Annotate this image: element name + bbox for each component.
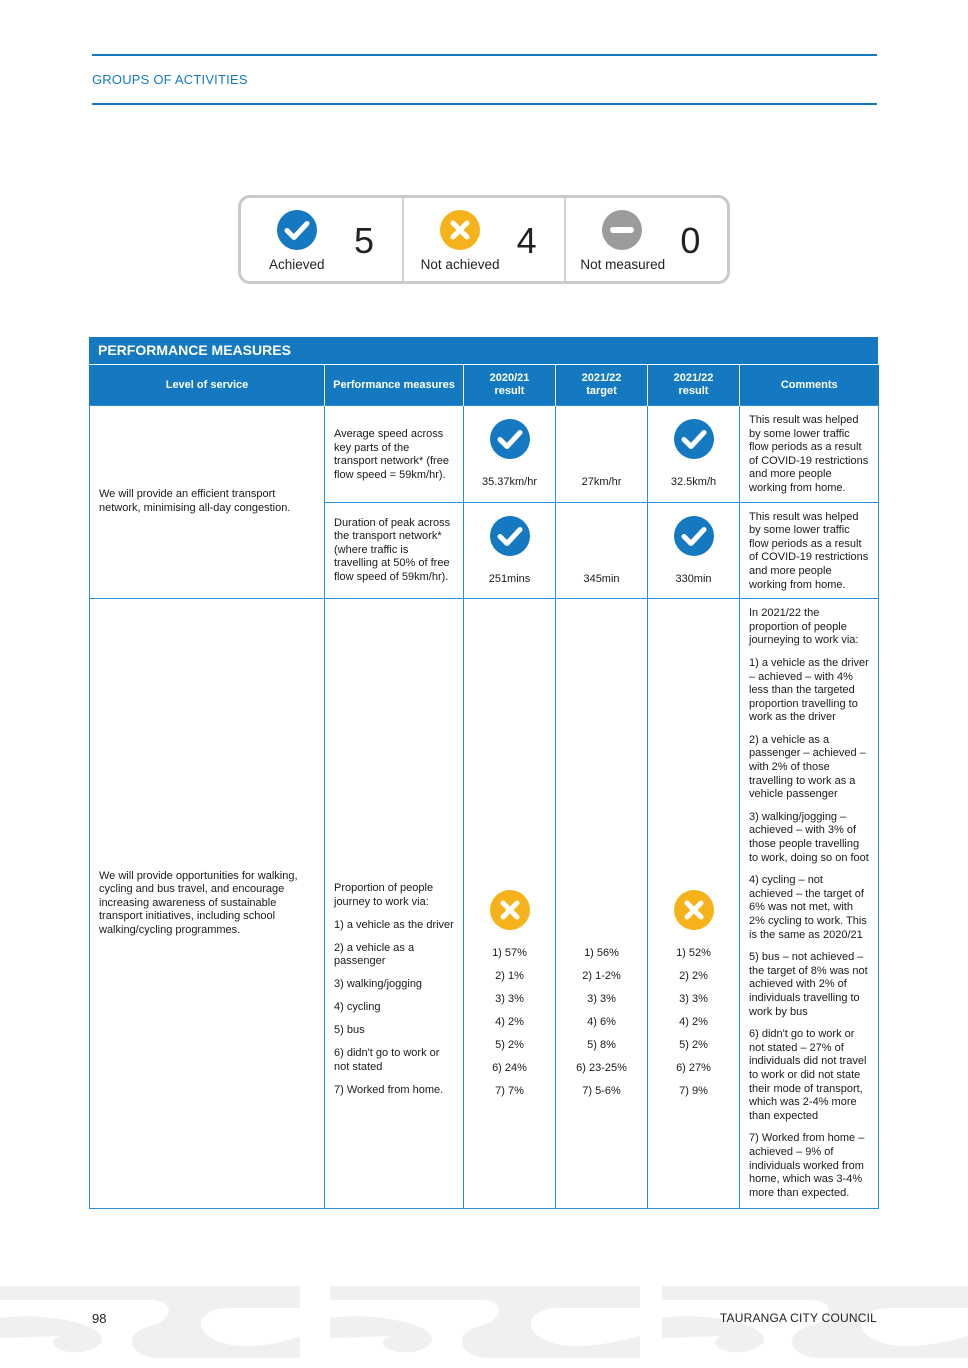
- check-circle-icon: [673, 418, 715, 460]
- header-result-2020: 2020/21 result: [464, 365, 556, 406]
- header-rule-top: [92, 54, 877, 56]
- list-item: 6) 24%: [492, 1061, 527, 1074]
- header-result-2021: 2021/22 result: [648, 365, 740, 406]
- result-2020-peak-duration: 251mins: [464, 502, 556, 599]
- list-item: 6) 23-25%: [576, 1061, 627, 1074]
- table-header-row: [90, 365, 879, 406]
- summary-not-achieved: [404, 198, 567, 281]
- organisation-name: TAURANGA CITY COUNCIL: [719, 1311, 877, 1325]
- measure-journey-to-work: [325, 599, 464, 1209]
- check-circle-icon: [489, 515, 531, 557]
- list-item: 2) a vehicle as a passenger: [334, 941, 415, 968]
- list-item: 3) 3%: [587, 992, 616, 1005]
- list-item: 7) 9%: [679, 1084, 708, 1097]
- comment-paragraph: 1) a vehicle as the driver – achieved – with 4% less than the targeted proportion travelling to work as the driver: [749, 656, 869, 724]
- header-performance-measures: Performance measures: [325, 365, 464, 406]
- not-measured-label: Not measured: [580, 257, 666, 272]
- table-title: PERFORMANCE MEASURES: [89, 337, 878, 365]
- result-2021-average-speed: 32.5km/h: [648, 406, 740, 503]
- list-item: 4) 6%: [587, 1015, 616, 1028]
- achieved-label: Achieved: [269, 257, 325, 272]
- summary-achieved: [241, 198, 404, 281]
- measure-peak-duration: Duration of peak across the transport network* (where traffic is travelling at 50% of free flow speed of 59km/hr).: [325, 502, 464, 599]
- comment-journey-to-work: [740, 599, 879, 1209]
- list-item: 6) didn't go to work or not stated: [334, 1047, 440, 1073]
- page-number: 98: [92, 1311, 107, 1326]
- check-circle-icon: [276, 209, 318, 251]
- cross-circle-icon: [489, 889, 531, 931]
- list-item: 1) 57%: [492, 946, 527, 959]
- header-comments: Comments: [740, 365, 879, 406]
- cross-circle-icon: [673, 889, 715, 931]
- result-2021-journey: [648, 599, 740, 1209]
- table-row: [90, 599, 879, 1209]
- list-item: 3) 3%: [495, 992, 524, 1005]
- measure-average-speed: Average speed across key parts of the transport network* (free flow speed = 59km/hr).: [325, 406, 464, 503]
- not-achieved-count: 4: [516, 220, 537, 261]
- list-item: 4) cycling: [334, 1001, 381, 1014]
- comment-paragraph: 5) bus – not achieved – the target of 8% was not achieved with 2% of individuals travelling to work by bus: [749, 951, 868, 1018]
- list-item: 1) 56%: [584, 946, 619, 959]
- list-item: 1) a vehicle as the driver: [334, 918, 454, 931]
- comment-paragraph: 3) walking/jogging – achieved – with 3% of those people travelling to work, doing so on foot: [749, 810, 869, 864]
- result-2021-peak-duration: 330min: [648, 502, 740, 599]
- list-item: 4) 2%: [679, 1015, 708, 1028]
- section-title: GROUPS OF ACTIVITIES: [92, 72, 248, 87]
- summary-not-measured: [566, 198, 727, 281]
- comment-peak-duration: This result was helped by some lower traffic flow periods as a result of COVID-19 restrictions and more people working from home.: [740, 502, 879, 599]
- list-item: 7) 5-6%: [582, 1084, 621, 1097]
- list-item: 3) 3%: [679, 992, 708, 1005]
- cross-circle-icon: [439, 209, 481, 251]
- list-item: 5) 8%: [587, 1038, 616, 1051]
- list-item: 7) 7%: [495, 1084, 524, 1097]
- list-item: 5) 2%: [495, 1038, 524, 1051]
- comment-paragraph: In 2021/22 the proportion of people journeying to work via:: [749, 607, 859, 647]
- comment-average-speed: This result was helped by some lower traffic flow periods as a result of COVID-19 restrictions and more people working from home.: [740, 406, 879, 503]
- result-2020-average-speed: 35.37km/hr: [464, 406, 556, 503]
- not-measured-count: 0: [680, 220, 701, 261]
- comment-paragraph: 7) Worked from home – achieved – 9% of individuals worked from home, which was 3-4% more than expected.: [749, 1132, 865, 1199]
- table-row: [90, 406, 879, 503]
- list-item: 2) 1%: [495, 969, 524, 982]
- list-item: 2) 2%: [679, 969, 708, 982]
- comment-paragraph: 4) cycling – not achieved – the target of 6% was not met, with 2% cycling to work. This is the same as 2020/21: [749, 874, 867, 941]
- header-rule-bottom: [92, 103, 877, 105]
- list-item: 1) 52%: [676, 946, 711, 959]
- comment-paragraph: 6) didn't go to work or not stated – 27% of individuals did not travel to work or did not state their mode of transport, which was 2-4% more than expected: [749, 1028, 867, 1122]
- target-2021-peak-duration: 345min: [556, 502, 648, 599]
- list-item: 7) Worked from home.: [334, 1083, 444, 1096]
- not-achieved-label: Not achieved: [420, 257, 500, 272]
- target-2021-average-speed: 27km/hr: [556, 406, 648, 503]
- list-item: 5) 2%: [679, 1038, 708, 1051]
- level-of-service-efficiency: We will provide an efficient transport network, minimising all-day congestion.: [90, 406, 325, 599]
- target-2021-journey: [556, 599, 648, 1209]
- header-target-2021: 2021/22 target: [556, 365, 648, 406]
- check-circle-icon: [673, 515, 715, 557]
- list-item: 3) walking/jogging: [334, 978, 423, 991]
- measure-intro: Proportion of people journey to work via:: [334, 881, 434, 908]
- result-2020-journey: [464, 599, 556, 1209]
- performance-measures-table: [89, 337, 878, 1209]
- achieved-count: 5: [354, 220, 375, 261]
- list-item: 2) 1-2%: [582, 969, 621, 982]
- list-item: 5) bus: [334, 1024, 365, 1037]
- level-of-service-sustainable: We will provide opportunities for walking, cycling and bus travel, and encourage increasing awareness of sustainable transport initiatives, including school walking/cycling programmes.: [90, 599, 325, 1209]
- results-summary: [238, 195, 730, 284]
- check-circle-icon: [489, 418, 531, 460]
- list-item: 6) 27%: [676, 1061, 711, 1074]
- header-level-of-service: Level of service: [90, 365, 325, 406]
- minus-circle-icon: [601, 209, 643, 251]
- comment-paragraph: 2) a vehicle as a passenger – achieved – with 2% of those travelling to work as a vehicle passenger: [749, 733, 866, 801]
- list-item: 4) 2%: [495, 1015, 524, 1028]
